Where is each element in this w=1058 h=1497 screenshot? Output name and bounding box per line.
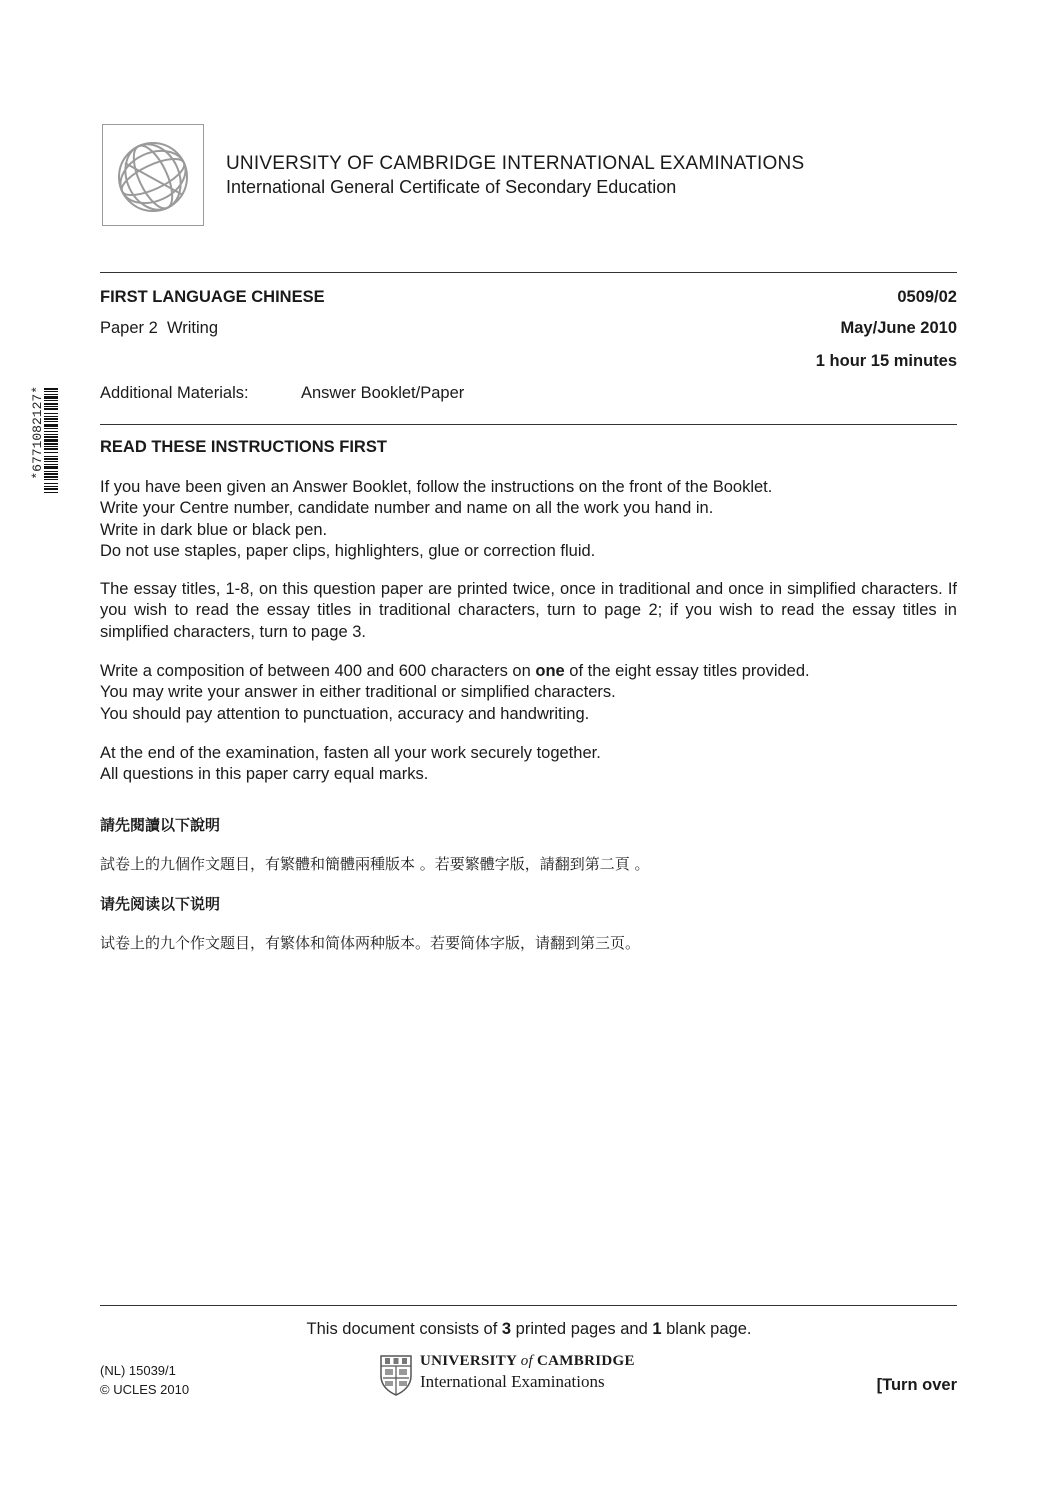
document-reference: [100, 1361, 189, 1399]
barcode-bar: [44, 446, 58, 447]
printed-pages-count: 3: [501, 1320, 512, 1338]
barcode-bar: [44, 464, 58, 465]
divider-footer: [100, 1305, 957, 1306]
barcode-bar: [44, 418, 58, 420]
turn-over-note: [Turn over: [876, 1376, 957, 1394]
instruction-line: All questions in this paper carry equal marks.: [100, 765, 429, 784]
instructions-block-2: The essay titles, 1-8, on this question paper are printed twice, once in traditional and once in simplified characters. If you wish to read the essay titles in traditional characters, turn to page 2; if you wish to read the essay titles in simplified characters, turn to page 3.: [100, 580, 957, 641]
copyright: © UCLES 2010: [100, 1382, 190, 1397]
instructions-block-4: [100, 743, 957, 786]
composition-text-pre: Write a composition of between 400 and 600 characters on: [100, 662, 536, 680]
blank-pages-count: 1: [652, 1320, 662, 1338]
barcode-bar: [44, 486, 58, 487]
barcode-bar: [44, 479, 58, 480]
barcode-bar: [44, 391, 58, 392]
barcode-bar: [44, 428, 58, 429]
instruction-line: Write in dark blue or black pen.: [100, 520, 328, 539]
cambridge-wordmark-line2: International Examinations: [420, 1372, 605, 1391]
divider-instructions: [100, 424, 957, 425]
instructions-block-3: [100, 661, 957, 725]
barcode-bar: [44, 413, 58, 414]
barcode-bar: [44, 394, 58, 395]
traditional-text: 試卷上的九個作文題目，有繁體和簡體兩種版本 。若要繁體字版，請翻到第二頁 。: [100, 855, 650, 873]
barcode-bar: [44, 431, 58, 432]
exam-duration: 1 hour 15 minutes: [815, 352, 957, 370]
simplified-text: 试卷上的九个作文题目，有繁体和简体两种版本。若要简体字版，请翻到第三页。: [100, 934, 641, 952]
wordmark-cambridge: CAMBRIDGE: [537, 1353, 635, 1369]
barcode-bar: [44, 408, 58, 410]
barcode-bar: [44, 473, 58, 475]
barcode-bar: [44, 421, 58, 422]
paper-name: Paper 2 Writing: [100, 319, 218, 337]
barcode-bar: [44, 434, 58, 435]
instruction-line: If you have been given an Answer Booklet, follow the instructions on the front of the Booklet.: [100, 478, 773, 496]
barcode-bar: [44, 439, 58, 442]
barcode-bar: [44, 416, 58, 417]
page-count-post: blank page.: [661, 1320, 752, 1338]
barcode-bar: [44, 424, 58, 427]
subject-title: FIRST LANGUAGE CHINESE: [100, 288, 325, 306]
materials-value: Answer Booklet/Paper: [301, 384, 465, 402]
instructions-heading: READ THESE INSTRUCTIONS FIRST: [100, 438, 387, 456]
barcode-bar: [44, 461, 58, 462]
page-count-note: [0, 1320, 1058, 1339]
barcode-digits: *6771082127*: [30, 386, 45, 480]
wordmark-university: UNIVERSITY: [420, 1353, 517, 1369]
divider-top: [100, 272, 957, 273]
barcode-bar: [44, 406, 58, 407]
barcode-bar: [44, 452, 58, 453]
instructions-block-1: [100, 477, 957, 562]
page-count-pre: This document consists of: [306, 1320, 502, 1338]
globe-icon: [111, 133, 195, 217]
exam-session: May/June 2010: [840, 319, 957, 337]
barcode-bar: [44, 466, 58, 469]
institution-name: UNIVERSITY OF CAMBRIDGE INTERNATIONAL EXAMINATIONS: [226, 153, 805, 174]
barcode-bar: [44, 448, 58, 450]
materials-label: Additional Materials:: [100, 384, 249, 402]
barcode-bar: [44, 403, 58, 405]
barcode-bar: [44, 436, 58, 438]
barcode-bar: [44, 388, 58, 390]
barcode-bar: [44, 400, 58, 401]
barcode-bar: [44, 488, 58, 490]
instruction-line: You should pay attention to punctuation, accuracy and handwriting.: [100, 704, 590, 723]
barcode-bar: [44, 458, 58, 460]
barcode-bar: [44, 476, 58, 478]
traditional-heading: 請先閱讀以下說明: [100, 816, 221, 834]
barcode-bar: [44, 483, 58, 484]
qualification-name: International General Certificate of Secondary Education: [226, 177, 677, 197]
instruction-line: Write your Centre number, candidate number and name on all the work you hand in.: [100, 499, 714, 518]
composition-text-post: of the eight essay titles provided.: [564, 662, 810, 680]
barcode-bar: [44, 471, 58, 472]
barcode-bar: [44, 396, 58, 399]
logo-box: [102, 124, 204, 226]
reference-code: (NL) 15039/1: [100, 1363, 176, 1378]
paper-code: 0509/02: [897, 288, 957, 306]
instruction-line: Do not use staples, paper clips, highlighters, glue or correction fluid.: [100, 541, 596, 560]
cambridge-wordmark-line1: [420, 1353, 635, 1370]
instruction-line: At the end of the examination, fasten all your work securely together.: [100, 744, 601, 762]
barcode-bar: [44, 492, 58, 493]
crest-icon: [379, 1354, 413, 1396]
barcode-bar: [44, 456, 58, 457]
composition-instruction: [100, 661, 957, 682]
page-count-mid: printed pages and: [511, 1320, 653, 1338]
simplified-heading: 请先阅读以下说明: [100, 895, 221, 913]
composition-text-one: one: [535, 662, 565, 680]
instruction-line: You may write your answer in either traditional or simplified characters.: [100, 683, 616, 702]
wordmark-of: of: [520, 1353, 533, 1369]
barcode-bar: [44, 443, 58, 445]
